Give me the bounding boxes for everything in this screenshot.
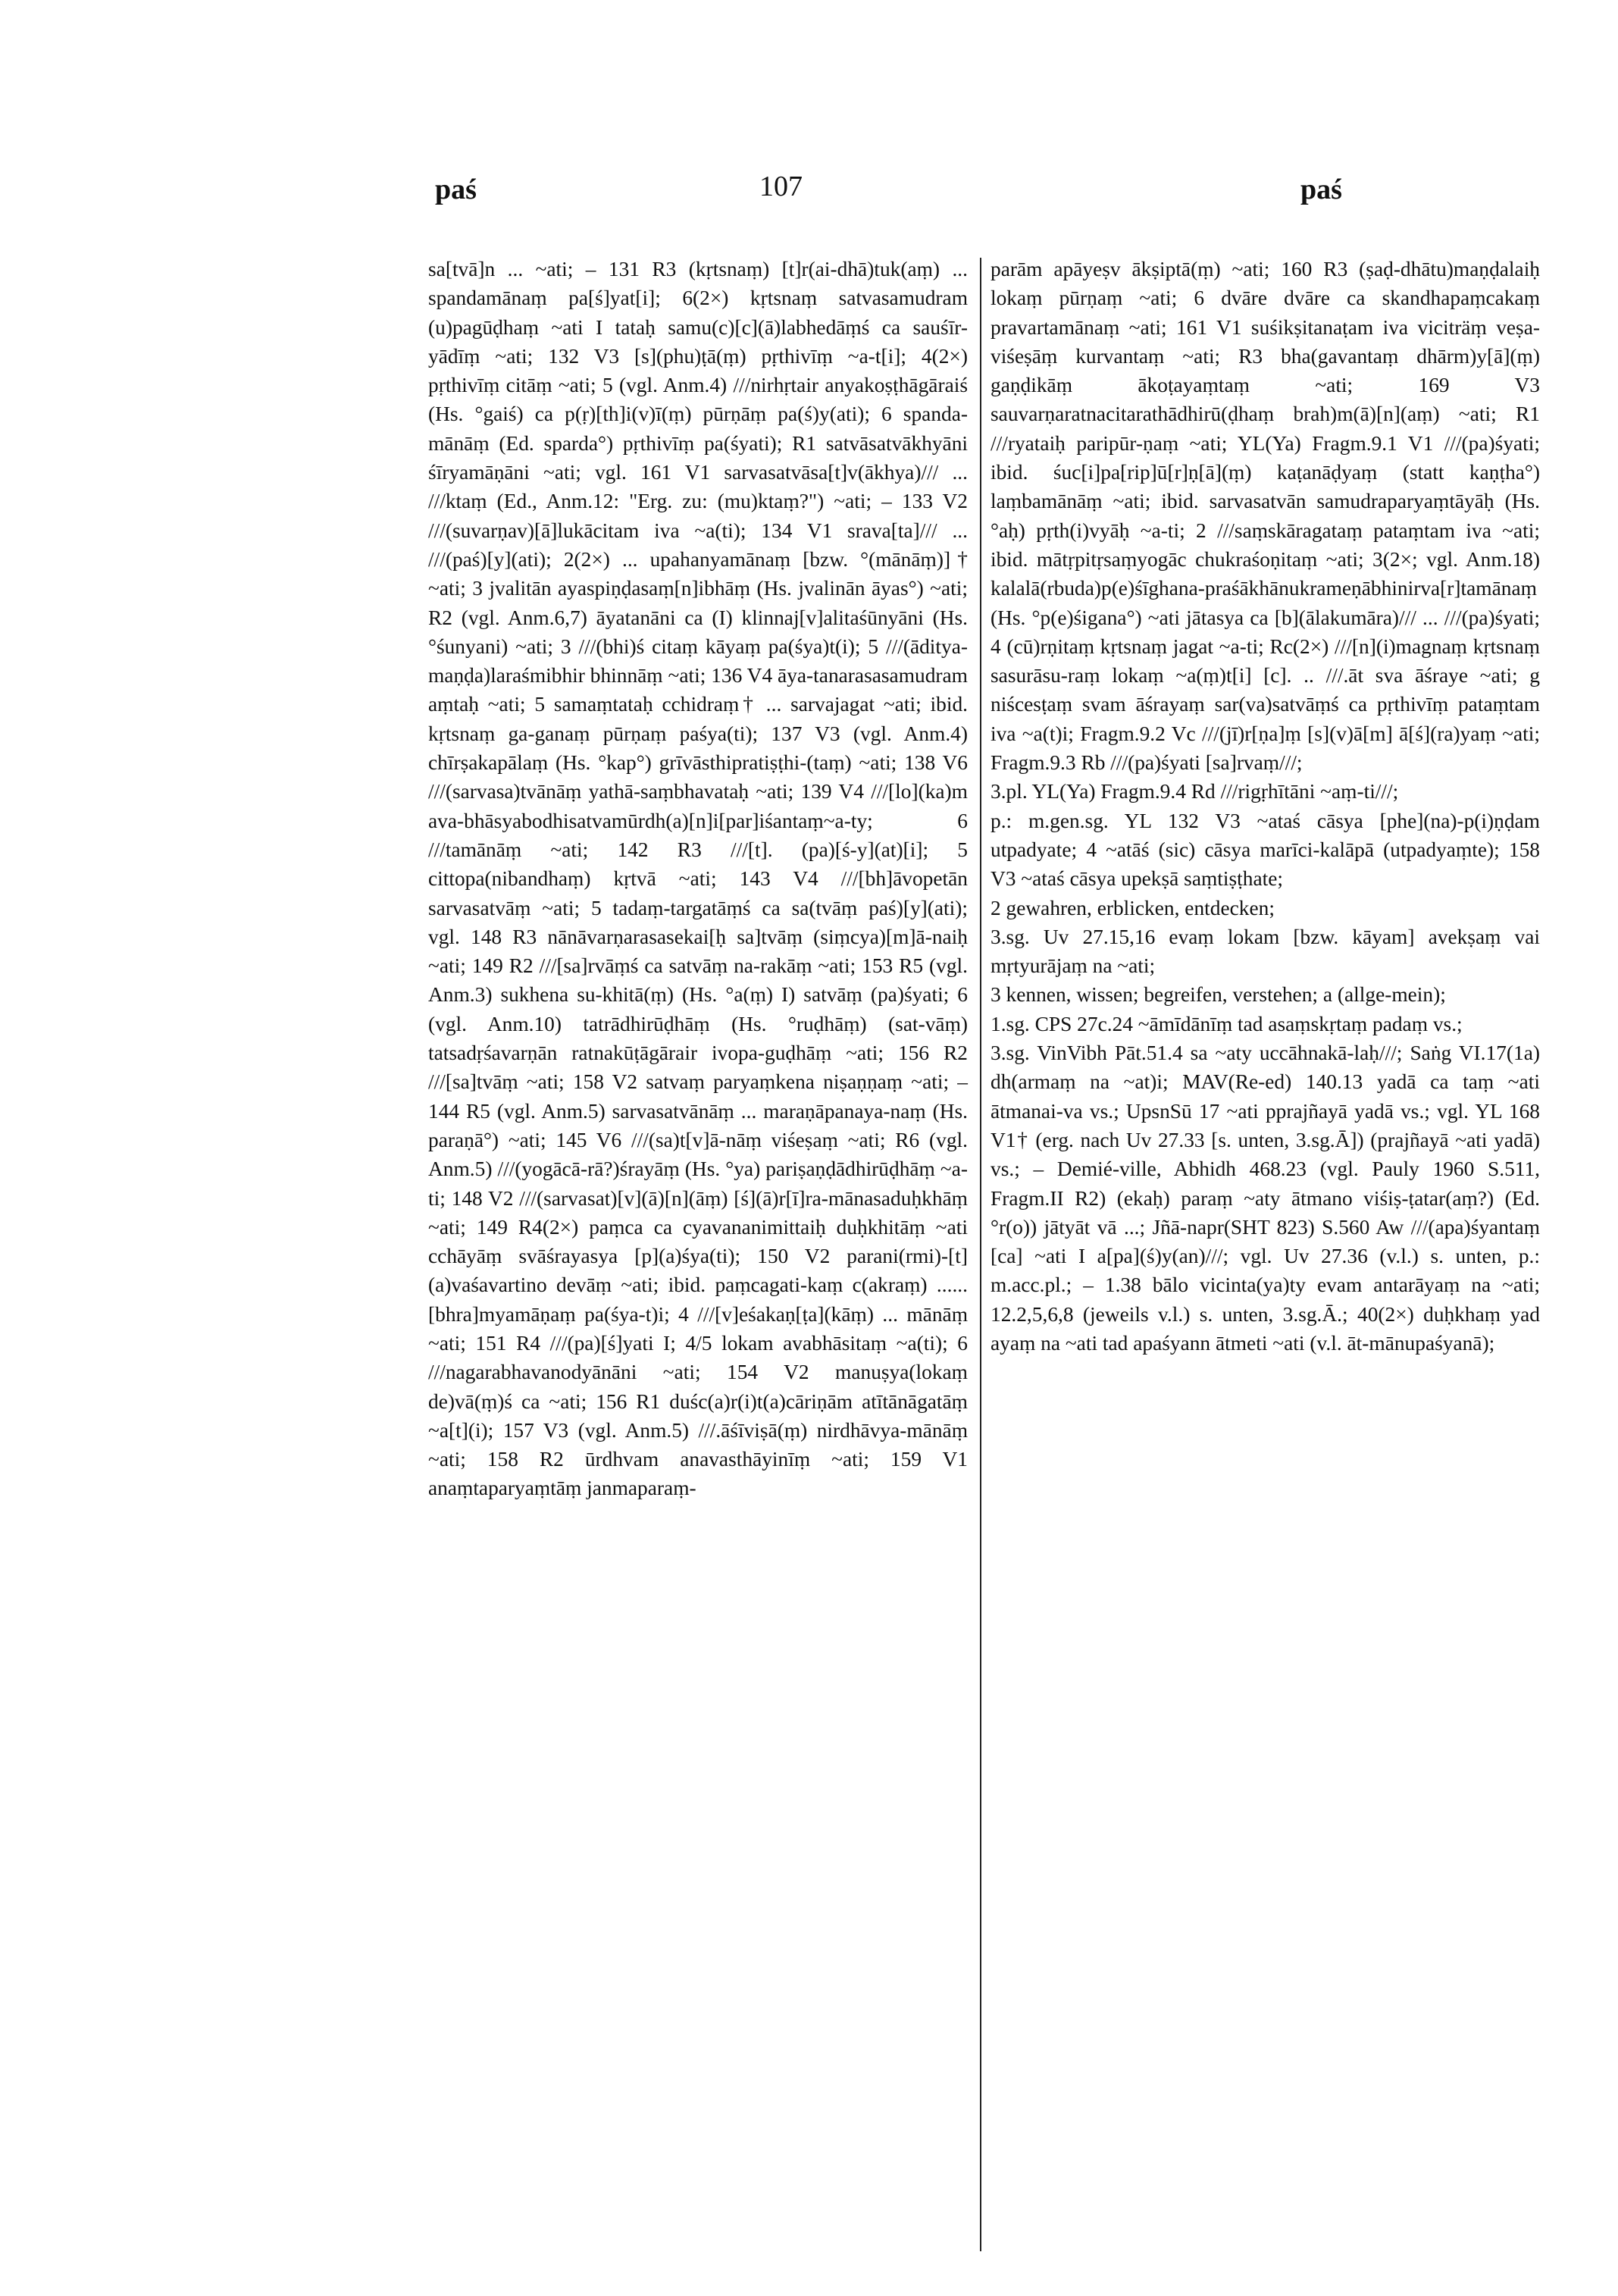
right-column	[991, 255, 1540, 1358]
dictionary-entry-text: sa[tvā]n ... ~ati; – 131 R3 (kṛtsnaṃ) [t]r(ai-dhā)tuk(aṃ) ... spandamānaṃ pa[ś]yat[i]; 6(2×) kṛtsnaṃ satvasamudram (u)pagūḍhaṃ ~ati I tataḥ samu(c)[c](ā)labhedāṃś ca sauśīr-yādīṃ ~ati; 132 V3 [s](phu)ṭā(ṃ) pṛthivīṃ ~a-t[i]; 4(2×) pṛthivīṃ citāṃ ~ati; 5 (vgl. Anm.4) ///nirhṛtair anyakoṣṭhāgāraiś (Hs. °gaiś) ca p(ṛ)[th]i(v)ī(ṃ) pūrṇāṃ pa(ś)y(ati); 6 spanda-mānāṃ (Ed. sparda°) pṛthivīṃ pa(śyati); R1 satvāsatvākhyāni śīryamāṇāni ~ati; vgl. 161 V1 sarvasatvāsa[t]v(ākhya)/// ... ///ktaṃ (Ed., Anm.12: "Erg. zu: (mu)ktaṃ?") ~ati; – 133 V2 ///(suvarṇav)[ā]lukācitam iva ~a(ti); 134 V1 srava[ta]/// ... ///(paś)[y](ati); 2(2×) ... upahanyamānaṃ [bzw. °(mānāṃ)]† ~ati; 3 jvalitān ayaspiṇḍasaṃ[n]ibhāṃ (Hs. jvalinān āyas°) ~ati; R2 (vgl. Anm.6,7) āyatanāni ca (I) klinnaj[v]alitaśūnyāni (Hs. °śunyani) ~ati; 3 ///(bhi)ś citaṃ kāyaṃ pa(śya)t(i); 5 ///(ādityа-maṇḍa)laraśmibhir bhinnāṃ ~ati; 136 V4 āya-tanarasasamudram aṃtaḥ ~ati; 5 samaṃtataḥ cchidraṃ† ... sarvajagat ~ati; ibid. kṛtsnaṃ ga-ganaṃ pūrṇaṃ paśya(ti); 137 V3 (vgl. Anm.4) chīrṣakapālaṃ (Hs. °kap°) grīvāsthipratiṣṭhi-(taṃ) ~ati; 138 V6 ///(sarvasa)tvānāṃ yathā-saṃbhavataḥ ~ati; 139 V4 ///[lo](ka)m ava-bhāsyabodhisatvamūrdh(a)[n]i[par]iśantaṃ~a-ty; 6 ///tamānāṃ ~ati; 142 R3 ///[t]. (pa)[ś-y](at)[i]; 5 cittopa(nibandhaṃ) kṛtvā ~ati; 143 V4 ///[bh]āvopetān sarvasatvāṃ ~ati; 5 tadaṃ-targatāṃś ca sa(tvāṃ paś)[y](ati); vgl. 148 R3 nānāvarṇarasasekai[ḥ sa]tvāṃ (siṃcya)[m]ā-naiḥ ~ati; 149 R2 ///[sa]rvāṃś ca satvāṃ na-rakāṃ ~ati; 153 R5 (vgl. Anm.3) sukhena su-khitā(ṃ) (Hs. °a(ṃ) I) satvāṃ (pa)śyati; 6 (vgl. Anm.10) tatrādhirūḍhāṃ (Hs. °ruḍhāṃ) (sat-vāṃ) tatsadṛśavarṇān ratnakūṭāgārair ivopa-guḍhāṃ ~ati; 156 R2 ///[sa]tvāṃ ~ati; 158 V2 satvaṃ paryaṃkena niṣaṇṇaṃ ~ati; – 144 R5 (vgl. Anm.5) sarvasatvānāṃ ... maraṇāpanaya-naṃ (Hs. paraṇā°) ~ati; 145 V6 ///(sa)t[v]ā-nāṃ viśeṣaṃ ~ati; R6 (vgl. Anm.5) ///(yogācā-rā?)śrayāṃ (Hs. °ya) pariṣaṇḍādhirūḍhāṃ ~a-ti; 148 V2 ///(sarvasat)[v](ā)[n](āṃ) [ś](ā)r[ī]ra-mānasaduḥkhāṃ ~ati; 149 R4(2×) paṃca ca cyavananimittaiḥ duḥkhitāṃ ~ati cchāyāṃ svāśrayasya [p](a)śya(ti); 150 V2 parani(rmi)-[t](a)vaśavartino devāṃ ~ati; ibid. paṃcagati-kaṃ c(akraṃ) ...... [bhra]myamāṇaṃ pa(śya-t)i; 4 ///[v]eśakaṇ[ṭa](kāṃ) ... mānāṃ ~ati; 151 R4 ///(pa)[ś]yati I; 4/5 lokam avabhāsitaṃ ~a(ti); 6 ///nagarabhavanodyānāni ~ati; 154 V2 manuṣya(lokaṃ de)vā(ṃ)ś ca ~ati; 156 R1 duśc(a)r(i)t(a)cāriṇām atītānāgatāṃ ~a[t](i); 157 V3 (vgl. Anm.5) ///.āśīviṣā(ṃ) nirdhāvya-mānāṃ ~ati; 158 R2 ūrdhvam anavasthāyinīṃ ~ati; 159 V1 anaṃtaparyaṃtāṃ janmaparaṃ-	[428, 258, 968, 1500]
left-column	[428, 255, 968, 1503]
form-section-1sg: 1.sg. CPS 27c.24 ~āmīdānīṃ tad asaṃskṛtaṃ padaṃ vs.;	[991, 1012, 1463, 1035]
running-head-left: paś	[435, 174, 477, 205]
form-section-3sg-b: 3.sg. VinVibh Pāt.51.4 sa ~aty uccāhnakā-laḥ///; Saṅg VI.17(1a) dh(armaṃ na ~at)i; MAV(Re-ed) 140.13 yadā ca taṃ ~ati ātmanai-va vs.; UpsnSū 17 ~ati pprajñayā yadā vs.; vgl. YL 168 V1† (erg. nach Uv 27.33 [s. unten, 3.sg.Ā]) (prajñayā ~ati yadā) vs.; – Demié-ville, Abhidh 468.23 (vgl. Pauly 1960 S.511, Fragm.II R2) (ekaḥ) paraṃ ~aty ātmano viśiṣ-ṭatar(aṃ?) (Ed. °r(o)) jātyāt vā ...; Jñā-napr(SHT 823) S.560 Aw ///(apa)śyantaṃ [ca] ~ati I a[pa](ś)y(an)///; vgl. Uv 27.36 (v.l.) s. unten, p.: m.acc.pl.; – 1.38 bālo vicinta(ya)ty evam antarāyaṃ na ~ati; 12.2,5,6,8 (jeweils v.l.) s. unten, 3.sg.Ā.; 40(2×) duḥkhaṃ yad ayaṃ na ~ati tad apaśyann ātmeti ~ati (v.l. āt-mānupaśyanā);	[991, 1042, 1540, 1355]
meaning-heading-2: 2 gewahren, erblicken, entdecken;	[991, 896, 1275, 919]
form-section-participle: p.: m.gen.sg. YL 132 V3 ~ataś cāsya [phe](na)-p(i)ṇḍam utpadyate; 4 ~atāś (sic) cāsya marīci-kalāpā (utpadyaṃte); 158 V3 ~ataś cāsya upekṣā saṃtiṣṭhate;	[991, 809, 1540, 891]
form-section-3sg: 3.sg. Uv 27.15,16 evaṃ lokam [bzw. kāyam] avekṣaṃ vai mṛtyurājaṃ na ~ati;	[991, 925, 1540, 978]
page-header	[0, 173, 1618, 218]
running-head-right: paś	[1300, 174, 1342, 205]
meaning-heading-3: 3 kennen, wissen; begreifen, verstehen; a (allge-mein);	[991, 983, 1446, 1007]
column-divider	[980, 258, 981, 2251]
page-number: 107	[759, 171, 803, 202]
dictionary-entry-text: parām apāyeṣv ākṣiptā(ṃ) ~ati; 160 R3 (ṣaḍ-dhātu)maṇḍalaiḥ lokaṃ pūrṇaṃ ~ati; 6 dvāre dvāre ca skandhapaṃcakaṃ pravartamānaṃ ~ati; 161 V1 suśikṣitanaṭam iva viciträṃ veṣa-viśeṣāṃ kurvantaṃ ~ati; R3 bha(gavantaṃ dhārm)y[ā](ṃ) gaṇḍikāṃ ākoṭayaṃtaṃ ~ati; 169 V3 sauvarṇaratnacitarathādhirū(ḍhaṃ brah)m(ā)[n](aṃ) ~ati; R1 ///ryataiḥ paripūr-ṇaṃ ~ati; YL(Ya) Fragm.9.1 V1 ///(pa)śyati; ibid. śuc[i]pa[rip]ū[r]ṇ[ā](ṃ) kaṭanāḍyaṃ (statt kaṇṭha°) laṃbamānāṃ ~ati; ibid. sarvasatvān samudraparyaṃtāyāḥ (Hs. °aḥ) pṛth(i)vyāḥ ~a-ti; 2 ///saṃskāragataṃ pataṃtam iva ~ati; ibid. mātṛpitṛsaṃyogāc chukraśoṇitaṃ ~ati; 3(2×; vgl. Anm.18) kalalā(rbuda)p(e)śīghana-praśākhānukrameṇābhinirva[r]tamānaṃ (Hs. °p(e)śigana°) ~ati jātasya ca [b](ālakumāra)/// ... ///(pa)śyati; 4 (cū)rṇitaṃ kṛtsnaṃ jagat ~a-ti; Rc(2×) ///[n](i)magnaṃ kṛtsnaṃ sasurāsu-raṃ lokaṃ ~a(ṃ)t[i] [c]. .. ///.āt sva āśraye ~ati; g niścesṭaṃ svam āśrayaṃ sar(va)satvāṃś ca pṛthivīṃ pataṃtam iva ~a(t)i; Fragm.9.2 Vc ///(jī)r[ṇa]ṃ [s](v)ā[m] ā[ś](ra)yaṃ ~ati; Fragm.9.3 Rb ///(pa)śyati [sa]rvaṃ///;	[991, 258, 1540, 775]
form-section-3pl: 3.pl. YL(Ya) Fragm.9.4 Rd ///rigṛhītāni ~aṃ-ti///;	[991, 780, 1399, 803]
